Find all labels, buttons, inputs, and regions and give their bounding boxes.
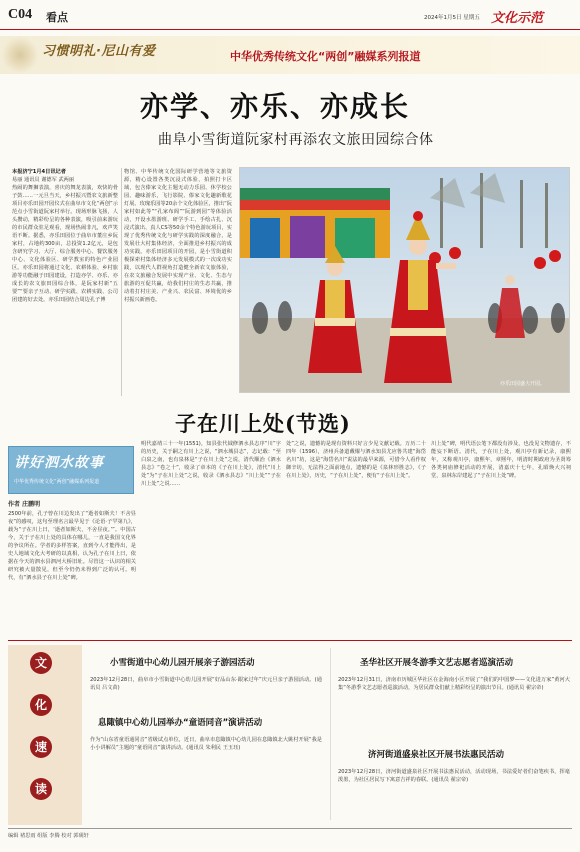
second-article-column-4: [431, 440, 571, 636]
brief-char-2: 化: [30, 694, 52, 716]
brief-title-2: 息陬镇中心幼儿园举办“童语同音”演讲活动: [98, 718, 263, 728]
second-article-text-3: 处”之说，遗憾的是现有资料只好言少见文献记载。万历二十四年（1596），济州兵备道戴燿与泗水知县尤应鲁共建“海岱名川”坊，这是“海岱名川”说法的最早来源，可惜今人看作权御辛坊，无法得之面前地点，遗憾的是《泉林形胜志》，《子在川上处》，历史，“子在川上处”，便有“子在川上处”。: [286, 441, 426, 479]
brief-body-2: 作为“山东省童语通同音”省级试点单位，近日，曲阜市息陬镇中心幼儿园在息陬镇北大姚村开展“我是小小讲解员”主题的“童语同音”演讲活动。(通讯员 朱利民 王玉珏): [90, 737, 322, 751]
second-article-text-1: 2500年前，孔子曾在川边发出了“逝者如斯夫！不舍昼夜”的感叹，这句至理名言最早见于《论语·子罕第九》，载为“子在川上曰，‘逝者如斯夫，不舍昼夜。’”。中国古今，关于子在川上处的具体在哪儿，一直是我国文化界的争议所在。学者的多样答案，直到今人才能得出，是史人地域文化大考研的以真相，认为孔子在川上曰，依据在今天的泗水县泗河大桥旧址。尽管这一认识的相关研究被大量散见，但至今仍仍未得到广泛的认可。明代，有“泗水县子在川上处”碑。: [8, 511, 136, 581]
second-article-text-4: 川上处”碑，明代语公笔下都没有涉及，也没见文物遗存，不能妄下断语。清代，子在川上处，观川亭有新记录，康熙年，又称观川亭，康熙年，章熙年，明清时期政府为圣贤筹各类祠庙修祀活动的开展，清嘉庆十七年，孔昭焕大兴祠堂，泉林东岸建起了“子在川上处”碑。: [431, 441, 571, 479]
briefs-divider: [330, 648, 331, 820]
column-divider: [121, 168, 122, 396]
brief-body-3: 2023年12月31日，济南市历城区华社区在金海南小区开展了“我们的中国梦——文化进万家”黄河大集“冬游季文艺志愿者巡演活动，为居民群众们献上精彩纷呈的演出节目。(通讯员 翟宗帝): [338, 677, 570, 691]
second-article-column-1: [8, 510, 136, 636]
column-logo-title: 讲好泗水故事: [14, 455, 104, 471]
second-article-text-2: 明代嘉靖三十一年(1551)，知县张代钺修泗水县志序“川”字的历史，关于嗣之有川上之说，“泗水城县志”，志记载：“至白泉之南，也有泉林是“子在川上处”之说，清代顺治《泗水县志》“卷之十”，收录了章本的《子在川上处》，清代“川上处”为“子在川上处”之说，收录《泗水县志》“川上处”“子在川上处”之说……: [141, 441, 281, 487]
byline-lead: 本报济宁1月4日讯记者: [12, 169, 66, 175]
brief-char-1: 文: [30, 652, 52, 674]
event-photo-illustration: [240, 168, 570, 393]
brief-char-3: 速: [30, 736, 52, 758]
article-author: 作者 庄鹏明: [8, 501, 41, 508]
main-article-column-1: [12, 168, 118, 396]
second-article-title: 子在川上处(节选): [175, 411, 351, 436]
section-name: 看点: [46, 11, 68, 24]
page-number: C04: [8, 7, 33, 22]
footer-credits: 编辑 褚思雨 组版 李腾 校对 郭砚轩: [8, 833, 89, 839]
event-photo: [239, 167, 570, 393]
second-article-column-2: [141, 440, 281, 636]
footer-rule: [8, 828, 572, 829]
brief-title-3: 圣华社区开展冬游季文艺志愿者巡演活动: [360, 658, 514, 668]
main-subhead: 曲阜小雪街道阮家村再添农文旅田园综合体: [158, 132, 434, 148]
column-logo-subtitle: 中华优秀传统文化“两创”融媒系列报道: [14, 479, 100, 485]
brief-title-1: 小雪街道中心幼儿园开展亲子游园活动: [110, 658, 255, 668]
main-article-text-2: 物馆、中华传统文化国际研学营地等文旅资源，精心设置各类沉浸式体验，拍照打卡区域，包含傣家文化主题无动力乐园、休学校公园、趣味游乐，飞行影院、傣家文化趣新歌花灯展、玫瑰乐园等20余个文化体验区，推出“阮家村如此等”“孔家布阁”“阮游到园”等体验活动，开设水墨游班、研学手工、手绘古扎、沉浸式演出、真人CS等50余个特色游玩项目，实现了优秀传统文化与研学实践的深度融合，是发展壮大村集体经济，全面推进乡村振兴的成功实践。亦乐田园项目的开园，是小雪街道积极探索村集体经济多元发展模式的一次成功实践，以现代人群视角打造健全新农文旅体验，在农文旅融合发展中实现产业、文化、生态与旅游的互促共赢，给我们村庄的生态共赢，推动着打村庄美、产业兴、农民富、环境优的乡村振兴新画卷。: [124, 169, 232, 303]
brief-title-4: 济河街道盛泉社区开展书法惠民活动: [368, 750, 505, 760]
photo-caption: 亦乐田园盛大开园。: [500, 381, 546, 387]
banner-logo: 习惯明礼·尼山有爱: [42, 44, 156, 59]
brand-logo: 文化示范: [491, 11, 544, 26]
main-article-column-2: [124, 168, 232, 396]
main-headline: 亦学、亦乐、亦成长: [140, 90, 411, 123]
banner-title: 中华优秀传统文化“两创”融媒系列报道: [230, 50, 421, 63]
section-divider: [8, 640, 572, 641]
page-header: [0, 0, 580, 30]
main-article-text-1: 热闹的舞狮表演，喜庆的舞龙表演，欢快的骨子鼓……一元旦当天，乡村振兴暨农文旅新整项目亦乐田园开园仪式在曲阜市文化“两创”示范点小雪街道阮家村举行。现场形脉飞扬，人头攒动，精彩纷呈的各种表演，吸引前来游玩的市民群众驻足观看，现场热闹非凡，欢声笑语不断。据悉，亦乐田园位于曲阜市董庄乡阮家村，占地约300亩，总投资1.2亿元，是包含研究学习、大厅、综合服务中心、餐饮服务中心、文化体验区、研学教室的特色产业园区。亦乐田园将通过文化、农耕体验、乡村旅游等功能融于田园建设，打造亦学、亦乐、亦成长的农文旅田园综合体，是阮家村新“五要”“要亲子互动、研学实践、农耕实践、公司团建的好去处。亦乐田园结合周边孔子博: [12, 185, 118, 303]
banner-ornament-icon: [0, 36, 40, 74]
issue-date: 2024年1月5日 星期五: [424, 15, 480, 21]
brief-char-4: 读: [30, 778, 52, 800]
second-article-column-3: [286, 440, 426, 636]
brief-body-4: 2023年12月28日，济河街道盛泉社区开展书法惠民活动，活动现场，书法爱好者们奋笔疾书，挥毫泼墨，为社区居民写下寓意吉祥的春联。(通讯员 翟宗帝): [338, 769, 570, 783]
brief-body-1: 2023年12月28日，曲阜市小雪街道中心幼儿园开展“好品山东·跟家过年”庆元旦亲子游园活动。(通讯员 吕文苗): [90, 677, 322, 691]
byline-names: 易丽 通讯员 谢德军 武两丽: [12, 177, 75, 183]
